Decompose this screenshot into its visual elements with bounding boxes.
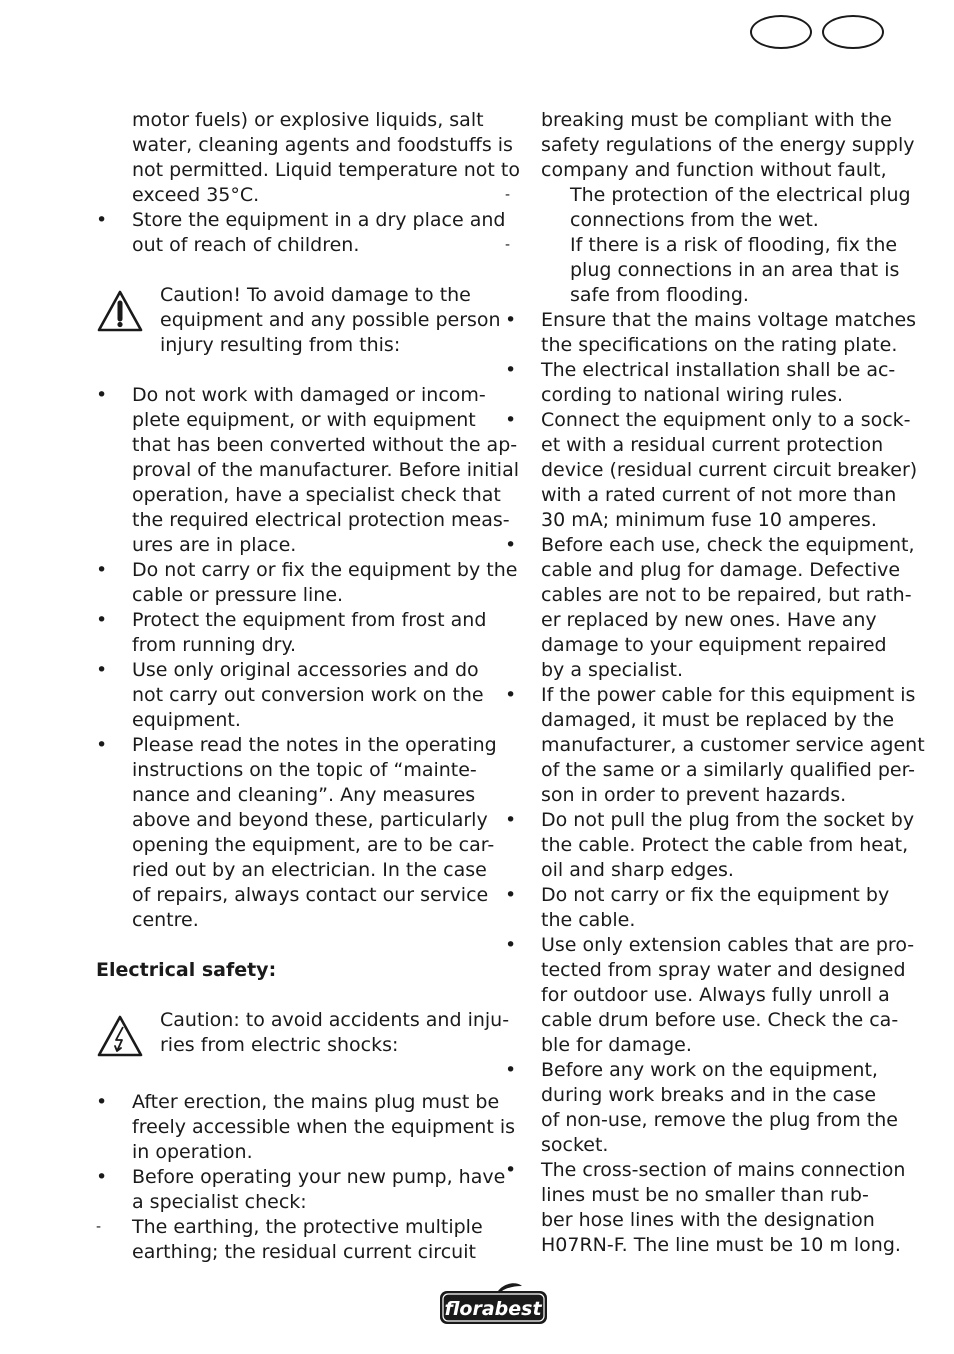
text-line: cables are not to be repaired, but rath- <box>541 584 912 606</box>
text-line: Do not pull the plug from the socket by <box>541 809 915 831</box>
text-line: equipment and any possible person <box>160 309 501 331</box>
item-text <box>541 1058 898 1158</box>
item-text <box>541 683 925 808</box>
bullet-mark: • <box>505 1059 517 1081</box>
text-line: The cross-section of mains connection <box>541 1159 906 1181</box>
text-line: not permitted. Liquid temperature not to <box>132 159 520 181</box>
florabest-logo <box>438 1282 550 1328</box>
text-line: cording to national wiring rules. <box>541 384 843 406</box>
text-line: Caution! To avoid damage to the <box>160 284 471 306</box>
text-line: ures are in place. <box>132 534 297 556</box>
bullet-item <box>96 383 520 558</box>
text-line: er replaced by new ones. Have any <box>541 609 877 631</box>
text-line: Before each use, check the equipment, <box>541 534 915 556</box>
text-line: the cable. Protect the cable from heat, <box>541 834 909 856</box>
left-column <box>96 108 520 1265</box>
text-line: operation, have a specialist check that <box>132 484 501 506</box>
caution-text <box>160 1008 509 1058</box>
item-text <box>132 208 505 258</box>
bullet-mark: • <box>96 734 108 756</box>
spacer <box>96 258 486 283</box>
text-line: in operation. <box>132 1141 253 1163</box>
text-line: oil and sharp edges. <box>541 859 734 881</box>
text-line: a specialist check: <box>132 1191 307 1213</box>
text-line: from running dry. <box>132 634 297 656</box>
section-heading: Electrical safety: <box>96 959 277 981</box>
text-line: exceed 35°C. <box>132 184 260 206</box>
item-text <box>541 808 914 883</box>
bullet-item <box>96 1165 506 1215</box>
bullet-mark: • <box>96 609 108 631</box>
dash-item <box>96 1215 486 1265</box>
item-text <box>132 558 517 608</box>
caution-note <box>96 283 501 358</box>
item-text <box>541 358 895 408</box>
bullet-item <box>96 658 486 733</box>
text-line: manufacturer, a customer service agent <box>541 734 925 756</box>
text-line: opening the equipment, are to be car- <box>132 834 495 856</box>
bullet-item <box>505 358 897 408</box>
text-line: cable drum before use. Check the ca- <box>541 1009 899 1031</box>
text-line: Connect the equipment only to a sock- <box>541 409 911 431</box>
item-text <box>541 408 917 533</box>
bullet-mark: • <box>505 884 517 906</box>
text-line: connections from the wet. <box>570 209 819 231</box>
text-line: et with a residual current protection <box>541 434 884 456</box>
text-line: After erection, the mains plug must be <box>132 1091 500 1113</box>
bullet-mark: • <box>505 809 517 831</box>
text-line: If there is a risk of flooding, fix the <box>570 234 898 256</box>
caution-text <box>160 283 501 358</box>
text-line: of the same or a similarly qualified per- <box>541 759 916 781</box>
text-line: Do not carry or fix the equipment by <box>541 884 890 906</box>
text-line: the cable. <box>541 909 636 931</box>
text-line: plug connections in an area that is <box>570 259 900 281</box>
dash-mark: - <box>505 187 511 203</box>
bullet-mark: • <box>505 534 517 556</box>
bullet-item <box>96 558 518 608</box>
text-line: Before operating your new pump, have <box>132 1166 506 1188</box>
text-line: instructions on the topic of “mainte- <box>132 759 477 781</box>
text-line: safety regulations of the energy supply <box>541 134 915 156</box>
text-line: Caution: to avoid accidents and inju- <box>160 1009 510 1031</box>
spacer <box>96 933 486 958</box>
item-text <box>570 233 899 308</box>
text-line: during work breaks and in the case <box>541 1084 877 1106</box>
bullet-mark: • <box>505 359 517 381</box>
caution-note <box>96 1008 510 1065</box>
text-line: Protect the equipment from frost and <box>132 609 487 631</box>
text-line: The earthing, the protective multiple <box>132 1216 483 1238</box>
item-text <box>132 1165 505 1215</box>
dash-mark: - <box>96 1219 102 1235</box>
text-line: breaking must be compliant with the <box>541 109 892 131</box>
text-line: son in order to prevent hazards. <box>541 784 847 806</box>
bullet-mark: • <box>505 684 517 706</box>
item-text <box>132 608 486 658</box>
text-line: damaged, it must be replaced by the <box>541 709 895 731</box>
item-text <box>541 933 914 1058</box>
text-line: device (residual current circuit breaker) <box>541 459 918 481</box>
warning-exclamation-icon <box>96 283 160 340</box>
spacer <box>96 1065 486 1090</box>
text-line: Use only extension cables that are pro- <box>541 934 915 956</box>
text-line: Before any work on the equipment, <box>541 1059 878 1081</box>
item-text <box>541 1158 905 1258</box>
text-line: of repairs, always contact our service <box>132 884 489 906</box>
bullet-item <box>96 608 486 658</box>
bullet-mark: • <box>96 1166 108 1188</box>
text-line: ried out by an electrician. In the case <box>132 859 487 881</box>
text-line: plete equipment, or with equipment <box>132 409 476 431</box>
item-text <box>132 1215 483 1265</box>
electric-shock-warning-icon <box>96 1008 160 1065</box>
text-line: with a rated current of not more than <box>541 484 897 506</box>
item-text <box>132 1090 515 1165</box>
bullet-mark: • <box>505 309 517 331</box>
language-badges <box>750 15 884 49</box>
item-text <box>541 533 914 683</box>
bullet-mark: • <box>96 559 108 581</box>
text-line: freely accessible when the equipment is <box>132 1116 516 1138</box>
right-column <box>505 108 925 1258</box>
text-line: Do not work with damaged or incom- <box>132 384 486 406</box>
language-badge-1 <box>750 15 812 49</box>
logo-text: florabest <box>444 1298 542 1320</box>
bullet-mark: • <box>96 209 108 231</box>
text-line: above and beyond these, particularly <box>132 809 488 831</box>
text-line: Please read the notes in the operating <box>132 734 497 756</box>
text-line: Use only original accessories and do <box>132 659 479 681</box>
spacer <box>96 358 486 383</box>
item-text <box>570 183 911 233</box>
bullet-mark: • <box>505 934 517 956</box>
text-line: socket. <box>541 1134 609 1156</box>
text-line: earthing; the residual current circuit <box>132 1241 476 1263</box>
text-line: of non-use, remove the plug from the <box>541 1109 898 1131</box>
bullet-mark: • <box>505 1159 517 1181</box>
bullet-mark: • <box>96 1091 108 1113</box>
bullet-item <box>96 1090 516 1165</box>
bullet-mark: • <box>96 384 108 406</box>
bullet-item <box>505 808 915 883</box>
text-line: proval of the manufacturer. Before initial <box>132 459 520 481</box>
bullet-item <box>96 208 506 258</box>
text-line: lines must be no smaller than rub- <box>541 1184 869 1206</box>
text-line: cable or pressure line. <box>132 584 344 606</box>
text-line: out of reach of children. <box>132 234 360 256</box>
text-line: ber hose lines with the designation <box>541 1209 875 1231</box>
item-text <box>132 658 484 733</box>
text-line: ble for damage. <box>541 1034 692 1056</box>
text-line: for outdoor use. Always fully unroll a <box>541 984 890 1006</box>
text-line: injury resulting from this: <box>160 334 401 356</box>
text-line: H07RN-F. The line must be 10 m long. <box>541 1234 901 1256</box>
text-line: The electrical installation shall be ac- <box>541 359 896 381</box>
bullet-item <box>505 683 925 808</box>
text-line: not carry out conversion work on the <box>132 684 484 706</box>
bullet-item <box>505 408 918 533</box>
text-line: 30 mA; minimum fuse 10 amperes. <box>541 509 877 531</box>
item-text <box>132 733 497 933</box>
text-line: that has been converted without the ap- <box>132 434 518 456</box>
language-badge-2 <box>822 15 884 49</box>
item-text <box>541 883 889 933</box>
bullet-item <box>505 533 915 683</box>
text-line: cable and plug for damage. Defective <box>541 559 901 581</box>
text-line: If the power cable for this equipment is <box>541 684 916 706</box>
bullet-item <box>505 883 897 933</box>
text-line: ries from electric shocks: <box>160 1034 399 1056</box>
dash-item <box>505 183 911 233</box>
bullet-mark: • <box>505 409 517 431</box>
item-text <box>541 308 916 358</box>
spacer <box>96 983 486 1008</box>
text-line: damage to your equipment repaired <box>541 634 887 656</box>
text-line: Store the equipment in a dry place and <box>132 209 506 231</box>
text-line: the specifications on the rating plate. <box>541 334 898 356</box>
text-line: by a specialist. <box>541 659 683 681</box>
text-line: water, cleaning agents and foodstuffs is <box>132 134 513 156</box>
text-line: Ensure that the mains voltage matches <box>541 309 917 331</box>
text-line: Do not carry or fix the equipment by the <box>132 559 518 581</box>
bullet-item <box>96 733 497 933</box>
text-line: equipment. <box>132 709 241 731</box>
text-line: motor fuels) or explosive liquids, salt <box>132 109 484 131</box>
bullet-item <box>505 1158 906 1258</box>
dash-item <box>505 233 900 308</box>
text-line: safe from flooding. <box>570 284 749 306</box>
text-line: company and function without fault, <box>541 159 887 181</box>
text-line: the required electrical protection meas- <box>132 509 510 531</box>
text-line: nance and cleaning”. Any measures <box>132 784 476 806</box>
text-line: The protection of the electrical plug <box>570 184 911 206</box>
bullet-item <box>505 308 917 358</box>
bullet-mark: • <box>96 659 108 681</box>
text-line: tected from spray water and designed <box>541 959 906 981</box>
bullet-item <box>505 933 915 1058</box>
bullet-item <box>505 1058 897 1158</box>
item-text <box>132 383 519 558</box>
text-line: centre. <box>132 909 199 931</box>
dash-mark: - <box>505 237 511 253</box>
